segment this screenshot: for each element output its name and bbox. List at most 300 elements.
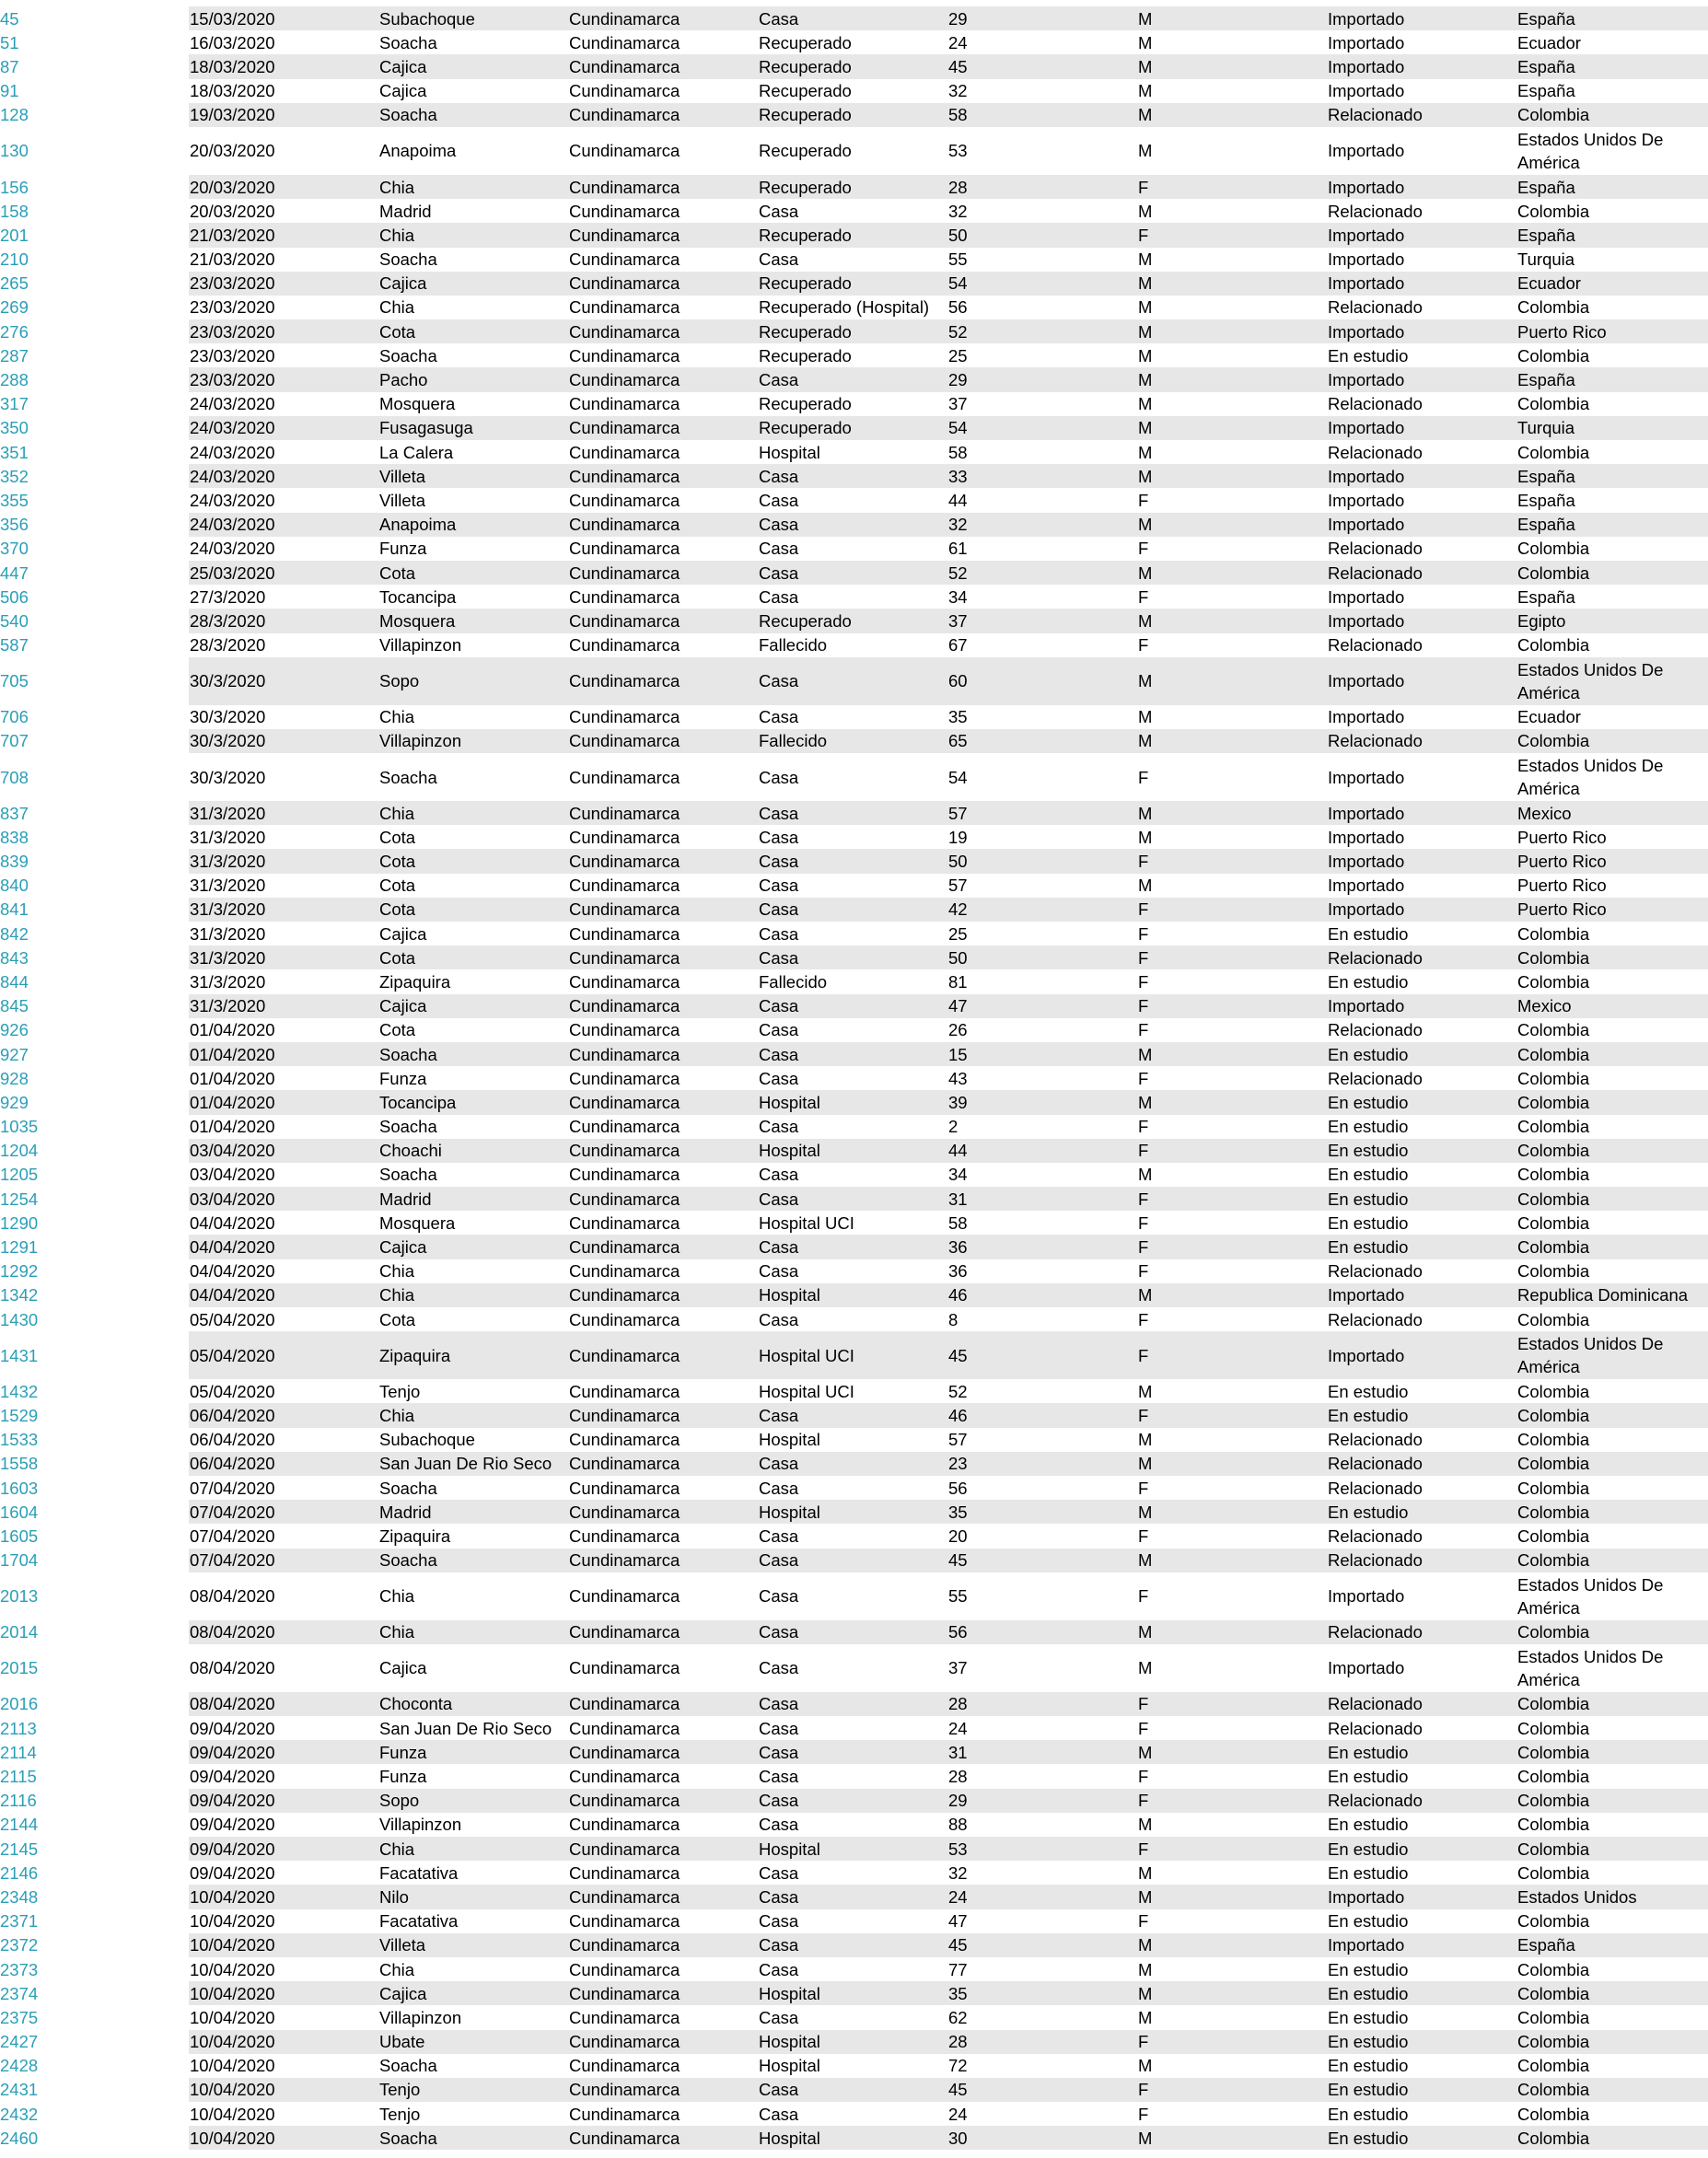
status-cell: Casa — [759, 707, 799, 727]
date-cell: 10/04/2020 — [190, 1886, 275, 1907]
date-cell: 31/3/2020 — [190, 827, 266, 847]
origin-country-cell: Colombia — [1517, 105, 1590, 125]
case-id-cell[interactable]: 2116 — [0, 1791, 37, 1811]
case-id-cell[interactable]: 2431 — [0, 2080, 39, 2100]
city-cell: Cota — [379, 321, 416, 342]
origin-country-cell: Colombia — [1517, 1862, 1590, 1883]
case-id-cell[interactable]: 1603 — [0, 1478, 39, 1498]
age-cell: 50 — [948, 225, 968, 245]
table-row — [0, 1235, 1708, 1259]
city-cell: Choconta — [379, 1694, 453, 1714]
date-cell: 20/03/2020 — [190, 141, 275, 161]
case-id-cell[interactable]: 2013 — [0, 1586, 39, 1607]
sex-cell: M — [1138, 1935, 1153, 1955]
table-row — [0, 296, 1708, 319]
case-id-cell[interactable]: 1342 — [0, 1285, 39, 1305]
case-id-cell[interactable]: 506 — [0, 586, 29, 607]
case-id-cell[interactable]: 1254 — [0, 1189, 39, 1209]
case-id-cell[interactable]: 2145 — [0, 1839, 39, 1859]
date-cell: 23/03/2020 — [190, 297, 275, 318]
case-id-cell[interactable]: 837 — [0, 803, 29, 823]
case-id-cell[interactable]: 269 — [0, 297, 29, 318]
case-id-cell[interactable]: 1533 — [0, 1430, 39, 1450]
case-id-cell[interactable]: 842 — [0, 923, 29, 944]
department-cell: Cundinamarca — [569, 1935, 680, 1955]
case-id-cell[interactable]: 927 — [0, 1044, 29, 1064]
status-cell: Hospital UCI — [759, 1381, 854, 1401]
case-type-cell: En estudio — [1328, 1044, 1409, 1064]
case-type-cell: Importado — [1328, 767, 1405, 787]
origin-country-cell: España — [1517, 490, 1575, 510]
case-id-cell[interactable]: 351 — [0, 442, 29, 462]
case-id-cell[interactable]: 587 — [0, 635, 29, 656]
case-id-cell[interactable]: 540 — [0, 610, 29, 631]
case-type-cell: Relacionado — [1328, 1454, 1423, 1474]
date-cell: 03/04/2020 — [190, 1189, 275, 1209]
city-cell: Chia — [379, 177, 415, 197]
age-cell: 28 — [948, 177, 968, 197]
case-id-cell[interactable]: 708 — [0, 767, 29, 787]
origin-country-cell: Colombia — [1517, 1694, 1590, 1714]
case-id-cell[interactable]: 1432 — [0, 1381, 39, 1401]
date-cell: 07/04/2020 — [190, 1502, 275, 1522]
case-id-cell[interactable]: 1291 — [0, 1237, 39, 1258]
sex-cell: F — [1138, 923, 1149, 944]
sex-cell: F — [1138, 635, 1149, 656]
origin-country-cell: Puerto Rico — [1517, 827, 1607, 847]
status-cell: Casa — [759, 1586, 799, 1607]
case-type-cell: Importado — [1328, 827, 1405, 847]
case-type-cell: Importado — [1328, 56, 1405, 76]
sex-cell: F — [1138, 1718, 1149, 1738]
case-type-cell: Importado — [1328, 273, 1405, 294]
case-id-cell[interactable]: 51 — [0, 32, 19, 52]
department-cell: Cundinamarca — [569, 1622, 680, 1642]
age-cell: 58 — [948, 105, 968, 125]
date-cell: 24/03/2020 — [190, 442, 275, 462]
date-cell: 06/04/2020 — [190, 1454, 275, 1474]
case-id-cell[interactable]: 1430 — [0, 1309, 39, 1329]
age-cell: 57 — [948, 1430, 968, 1450]
age-cell: 32 — [948, 201, 968, 221]
department-cell: Cundinamarca — [569, 81, 680, 101]
table-row — [0, 2102, 1708, 2126]
case-id-cell[interactable]: 1604 — [0, 1502, 39, 1522]
city-cell: Cajica — [379, 996, 427, 1016]
department-cell: Cundinamarca — [569, 1502, 680, 1522]
table-row — [0, 6, 1708, 30]
case-id-cell[interactable]: 265 — [0, 273, 29, 294]
table-row — [0, 1620, 1708, 1644]
department-cell: Cundinamarca — [569, 1141, 680, 1161]
status-cell: Hospital — [759, 1092, 820, 1112]
department-cell: Cundinamarca — [569, 1309, 680, 1329]
case-id-cell[interactable]: 2015 — [0, 1658, 39, 1678]
case-id-cell[interactable]: 2375 — [0, 2007, 39, 2027]
date-cell: 16/03/2020 — [190, 32, 275, 52]
date-cell: 23/03/2020 — [190, 345, 275, 365]
table-row — [0, 1644, 1708, 1692]
city-cell: Soacha — [379, 1478, 437, 1498]
department-cell: Cundinamarca — [569, 1983, 680, 2003]
age-cell: 36 — [948, 1237, 968, 1258]
date-cell: 01/04/2020 — [190, 1092, 275, 1112]
case-id-cell[interactable]: 1205 — [0, 1165, 39, 1185]
case-id-cell[interactable]: 2146 — [0, 1862, 39, 1883]
status-cell: Casa — [759, 466, 799, 486]
case-id-cell[interactable]: 2373 — [0, 1959, 39, 1979]
age-cell: 19 — [948, 827, 968, 847]
department-cell: Cundinamarca — [569, 418, 680, 438]
case-type-cell: En estudio — [1328, 1839, 1409, 1859]
table-row — [0, 801, 1708, 825]
case-id-cell[interactable]: 2432 — [0, 2104, 39, 2124]
case-id-cell[interactable]: 707 — [0, 731, 29, 751]
case-id-cell[interactable]: 2374 — [0, 1983, 39, 2003]
origin-country-cell: Colombia — [1517, 201, 1590, 221]
status-cell: Casa — [759, 563, 799, 583]
case-id-cell[interactable]: 843 — [0, 947, 29, 968]
case-type-cell: Importado — [1328, 141, 1405, 161]
age-cell: 53 — [948, 141, 968, 161]
department-cell: Cundinamarca — [569, 2128, 680, 2148]
date-cell: 07/04/2020 — [190, 1550, 275, 1571]
sex-cell: F — [1138, 947, 1149, 968]
city-cell: Soacha — [379, 767, 437, 787]
city-cell: Villapinzon — [379, 1815, 462, 1835]
department-cell: Cundinamarca — [569, 971, 680, 992]
date-cell: 09/04/2020 — [190, 1862, 275, 1883]
case-id-cell[interactable]: 276 — [0, 321, 29, 342]
case-id-cell[interactable]: 128 — [0, 105, 29, 125]
table-row — [0, 392, 1708, 416]
case-type-cell: Importado — [1328, 1345, 1405, 1365]
department-cell: Cundinamarca — [569, 1044, 680, 1064]
case-id-cell[interactable]: 317 — [0, 394, 29, 414]
origin-country-cell: Colombia — [1517, 2056, 1590, 2076]
city-cell: Soacha — [379, 345, 437, 365]
age-cell: 45 — [948, 1935, 968, 1955]
age-cell: 60 — [948, 671, 968, 691]
age-cell: 44 — [948, 1141, 968, 1161]
case-id-cell[interactable]: 45 — [0, 8, 19, 29]
sex-cell: M — [1138, 32, 1153, 52]
sex-cell: M — [1138, 731, 1153, 751]
status-cell: Casa — [759, 1165, 799, 1185]
case-id-cell[interactable]: 210 — [0, 249, 29, 270]
table-row — [0, 1572, 1708, 1620]
city-cell: Facatativa — [379, 1862, 459, 1883]
status-cell: Casa — [759, 876, 799, 896]
case-id-cell[interactable]: 1529 — [0, 1405, 39, 1425]
city-cell: Tocancipa — [379, 1092, 457, 1112]
date-cell: 27/3/2020 — [190, 586, 266, 607]
case-id-cell[interactable]: 1558 — [0, 1454, 39, 1474]
case-id-cell[interactable]: 840 — [0, 876, 29, 896]
table-row — [0, 1692, 1708, 1716]
city-cell: Chia — [379, 1261, 415, 1282]
department-cell: Cundinamarca — [569, 2104, 680, 2124]
case-id-cell[interactable]: 91 — [0, 81, 19, 101]
age-cell: 33 — [948, 466, 968, 486]
sex-cell: F — [1138, 490, 1149, 510]
case-id-cell[interactable]: 1292 — [0, 1261, 39, 1282]
table-row — [0, 1549, 1708, 1572]
date-cell: 03/04/2020 — [190, 1165, 275, 1185]
origin-country-cell: España — [1517, 1935, 1575, 1955]
case-id-cell[interactable]: 2113 — [0, 1718, 37, 1738]
case-type-cell: En estudio — [1328, 2007, 1409, 2027]
city-cell: Cota — [379, 827, 416, 847]
origin-country-cell: Ecuador — [1517, 273, 1581, 294]
case-type-cell: Importado — [1328, 515, 1405, 535]
department-cell: Cundinamarca — [569, 1020, 680, 1040]
origin-country-cell: Puerto Rico — [1517, 876, 1607, 896]
case-id-cell[interactable]: 2427 — [0, 2032, 39, 2052]
case-id-cell[interactable]: 287 — [0, 345, 29, 365]
date-cell: 09/04/2020 — [190, 1767, 275, 1787]
date-cell: 10/04/2020 — [190, 1911, 275, 1932]
case-id-cell[interactable]: 705 — [0, 671, 29, 691]
table-row — [0, 416, 1708, 440]
department-cell: Cundinamarca — [569, 1454, 680, 1474]
origin-country-cell: España — [1517, 81, 1575, 101]
status-cell: Casa — [759, 1694, 799, 1714]
city-cell: Funza — [379, 1742, 427, 1762]
date-cell: 24/03/2020 — [190, 539, 275, 559]
origin-country-cell: Colombia — [1517, 2007, 1590, 2027]
age-cell: 8 — [948, 1309, 959, 1329]
status-cell: Recuperado — [759, 273, 852, 294]
department-cell: Cundinamarca — [569, 490, 680, 510]
city-cell: Soacha — [379, 2128, 437, 2148]
sex-cell: F — [1138, 1020, 1149, 1040]
origin-country-cell: Estados Unidos De América — [1517, 1334, 1664, 1377]
date-cell: 04/04/2020 — [190, 1212, 275, 1233]
case-id-cell[interactable]: 1290 — [0, 1212, 39, 1233]
case-id-cell[interactable]: 130 — [0, 141, 29, 161]
status-cell: Casa — [759, 2104, 799, 2124]
age-cell: 55 — [948, 1586, 968, 1607]
city-cell: Chia — [379, 1839, 415, 1859]
table-row — [0, 1764, 1708, 1788]
case-id-cell[interactable]: 2144 — [0, 1815, 39, 1835]
age-cell: 47 — [948, 1911, 968, 1932]
case-id-cell[interactable]: 158 — [0, 201, 29, 221]
status-cell: Hospital — [759, 2032, 820, 2052]
sex-cell: F — [1138, 1478, 1149, 1498]
case-type-cell: En estudio — [1328, 1983, 1409, 2003]
date-cell: 28/3/2020 — [190, 610, 266, 631]
origin-country-cell: Colombia — [1517, 731, 1590, 751]
case-id-cell[interactable]: 2460 — [0, 2128, 39, 2148]
age-cell: 57 — [948, 803, 968, 823]
table-row — [0, 2054, 1708, 2078]
table-row — [0, 994, 1708, 1018]
case-id-cell[interactable]: 2114 — [0, 1742, 37, 1762]
department-cell: Cundinamarca — [569, 141, 680, 161]
table-row — [0, 1476, 1708, 1500]
case-type-cell: Relacionado — [1328, 563, 1423, 583]
origin-country-cell: Estados Unidos De América — [1517, 659, 1664, 702]
origin-country-cell: Colombia — [1517, 1815, 1590, 1835]
origin-country-cell: Colombia — [1517, 442, 1590, 462]
case-type-cell: Importado — [1328, 671, 1405, 691]
date-cell: 10/04/2020 — [190, 2007, 275, 2027]
case-id-cell[interactable]: 838 — [0, 827, 29, 847]
date-cell: 10/04/2020 — [190, 2056, 275, 2076]
sex-cell: F — [1138, 1345, 1149, 1365]
origin-country-cell: Colombia — [1517, 1309, 1590, 1329]
age-cell: 35 — [948, 707, 968, 727]
date-cell: 10/04/2020 — [190, 2032, 275, 2052]
case-id-cell[interactable]: 2428 — [0, 2056, 39, 2076]
case-id-cell[interactable]: 350 — [0, 418, 29, 438]
case-id-cell[interactable]: 928 — [0, 1068, 29, 1088]
date-cell: 25/03/2020 — [190, 563, 275, 583]
case-id-cell[interactable]: 839 — [0, 852, 29, 872]
city-cell: Soacha — [379, 2056, 437, 2076]
origin-country-cell: Colombia — [1517, 1020, 1590, 1040]
department-cell: Cundinamarca — [569, 635, 680, 656]
case-type-cell: Importado — [1328, 852, 1405, 872]
age-cell: 44 — [948, 490, 968, 510]
table-row — [0, 103, 1708, 127]
city-cell: Choachi — [379, 1141, 442, 1161]
case-id-cell[interactable]: 447 — [0, 563, 29, 583]
sex-cell: M — [1138, 273, 1153, 294]
origin-country-cell: Turquia — [1517, 249, 1575, 270]
department-cell: Cundinamarca — [569, 767, 680, 787]
origin-country-cell: Colombia — [1517, 1237, 1590, 1258]
sex-cell: M — [1138, 370, 1153, 390]
origin-country-cell: Colombia — [1517, 1044, 1590, 1064]
sex-cell: M — [1138, 201, 1153, 221]
case-id-cell[interactable]: 352 — [0, 466, 29, 486]
case-id-cell[interactable]: 926 — [0, 1020, 29, 1040]
case-type-cell: Relacionado — [1328, 1309, 1423, 1329]
table-row — [0, 1331, 1708, 1379]
date-cell: 23/03/2020 — [190, 321, 275, 342]
case-id-cell[interactable]: 156 — [0, 177, 29, 197]
status-cell: Casa — [759, 947, 799, 968]
date-cell: 24/03/2020 — [190, 466, 275, 486]
table-row — [0, 1524, 1708, 1548]
origin-country-cell: Colombia — [1517, 1742, 1590, 1762]
case-type-cell: Importado — [1328, 370, 1405, 390]
date-cell: 06/04/2020 — [190, 1405, 275, 1425]
case-id-cell[interactable]: 2372 — [0, 1935, 39, 1955]
date-cell: 05/04/2020 — [190, 1309, 275, 1329]
origin-country-cell: Republica Dominicana — [1517, 1285, 1689, 1305]
origin-country-cell: Colombia — [1517, 1381, 1590, 1401]
case-type-cell: En estudio — [1328, 1959, 1409, 1979]
table-row — [0, 1428, 1708, 1452]
department-cell: Cundinamarca — [569, 370, 680, 390]
sex-cell: M — [1138, 1044, 1153, 1064]
age-cell: 24 — [948, 32, 968, 52]
case-id-cell[interactable]: 2371 — [0, 1911, 39, 1932]
table-row — [0, 1981, 1708, 2005]
case-id-cell[interactable]: 2014 — [0, 1622, 39, 1642]
case-id-cell[interactable]: 355 — [0, 490, 29, 510]
table-row — [0, 705, 1708, 729]
table-row — [0, 127, 1708, 175]
status-cell: Casa — [759, 1959, 799, 1979]
case-type-cell: Importado — [1328, 490, 1405, 510]
origin-country-cell: Colombia — [1517, 539, 1590, 559]
city-cell: Cota — [379, 899, 416, 920]
case-id-cell[interactable]: 1605 — [0, 1526, 39, 1546]
age-cell: 29 — [948, 1791, 968, 1811]
case-type-cell: Importado — [1328, 610, 1405, 631]
case-id-cell[interactable]: 1035 — [0, 1117, 39, 1137]
case-id-cell[interactable]: 1204 — [0, 1141, 39, 1161]
case-id-cell[interactable]: 2016 — [0, 1694, 39, 1714]
origin-country-cell: Colombia — [1517, 1791, 1590, 1811]
origin-country-cell: Colombia — [1517, 1405, 1590, 1425]
age-cell: 24 — [948, 1718, 968, 1738]
department-cell: Cundinamarca — [569, 225, 680, 245]
city-cell: San Juan De Rio Seco — [379, 1454, 552, 1474]
case-id-cell[interactable]: 201 — [0, 225, 29, 245]
origin-country-cell: Colombia — [1517, 394, 1590, 414]
case-id-cell[interactable]: 929 — [0, 1092, 29, 1112]
city-cell: Pacho — [379, 370, 428, 390]
department-cell: Cundinamarca — [569, 1526, 680, 1546]
case-id-cell[interactable]: 370 — [0, 539, 29, 559]
case-id-cell[interactable]: 1704 — [0, 1550, 39, 1571]
status-cell: Casa — [759, 1454, 799, 1474]
case-id-cell[interactable]: 2115 — [0, 1767, 37, 1787]
department-cell: Cundinamarca — [569, 1381, 680, 1401]
date-cell: 09/04/2020 — [190, 1718, 275, 1738]
age-cell: 50 — [948, 852, 968, 872]
age-cell: 55 — [948, 249, 968, 270]
case-type-cell: Importado — [1328, 1658, 1405, 1678]
table-row — [0, 537, 1708, 561]
table-row — [0, 1740, 1708, 1764]
status-cell: Casa — [759, 1044, 799, 1064]
status-cell: Recuperado — [759, 32, 852, 52]
case-id-cell[interactable]: 844 — [0, 971, 29, 992]
case-id-cell[interactable]: 87 — [0, 56, 19, 76]
case-id-cell[interactable]: 845 — [0, 996, 29, 1016]
status-cell: Fallecido — [759, 731, 828, 751]
date-cell: 05/04/2020 — [190, 1345, 275, 1365]
case-id-cell[interactable]: 356 — [0, 515, 29, 535]
table-row — [0, 753, 1708, 801]
origin-country-cell: España — [1517, 56, 1575, 76]
origin-country-cell: Colombia — [1517, 1550, 1590, 1571]
status-cell: Recuperado (Hospital) — [759, 297, 930, 318]
case-id-cell[interactable]: 706 — [0, 707, 29, 727]
date-cell: 24/03/2020 — [190, 490, 275, 510]
date-cell: 10/04/2020 — [190, 1935, 275, 1955]
sex-cell: F — [1138, 1189, 1149, 1209]
department-cell: Cundinamarca — [569, 1911, 680, 1932]
age-cell: 25 — [948, 345, 968, 365]
case-id-cell[interactable]: 841 — [0, 899, 29, 920]
department-cell: Cundinamarca — [569, 105, 680, 125]
city-cell: Cajica — [379, 81, 427, 101]
status-cell: Casa — [759, 2007, 799, 2027]
city-cell: Cota — [379, 563, 416, 583]
case-id-cell[interactable]: 2348 — [0, 1886, 39, 1907]
case-id-cell[interactable]: 288 — [0, 370, 29, 390]
case-id-cell[interactable]: 1431 — [0, 1345, 39, 1365]
sex-cell: M — [1138, 876, 1153, 896]
